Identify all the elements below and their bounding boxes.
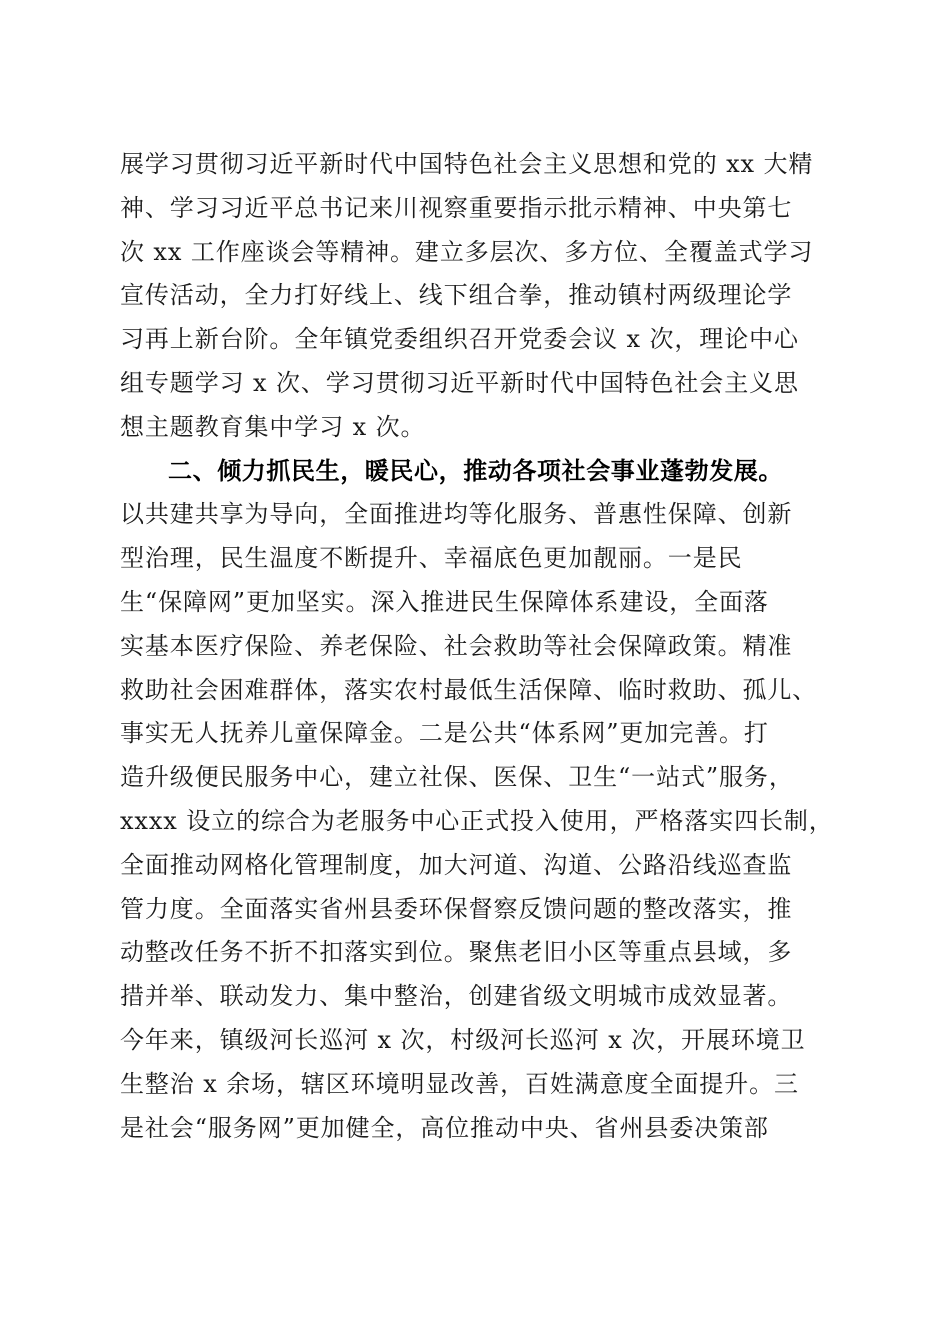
paragraph-line: 救助社会困难群体，落实农村最低生活保障、临时救助、孤儿、 bbox=[120, 675, 818, 704]
paragraph-line: 习再上新台阶。全年镇党委组织召开党委会议 x 次，理论中心 bbox=[120, 325, 799, 354]
paragraph-line: 是社会“服务网”更加健全，高位推动中央、省州县委决策部 bbox=[120, 1113, 769, 1142]
paragraph-line: 生整治 x 余场，辖区环境明显改善，百姓满意度全面提升。三 bbox=[120, 1069, 799, 1098]
paragraph-line: 次 xx 工作座谈会等精神。建立多层次、多方位、全覆盖式学习 bbox=[120, 237, 814, 266]
paragraph-line: 宣传活动，全力打好线上、线下组合拳，推动镇村两级理论学 bbox=[120, 281, 793, 310]
paragraph-line: 神、学习习近平总书记来川视察重要指示批示精神、中央第七 bbox=[120, 193, 793, 222]
paragraph-line: xxxx 设立的综合为老服务中心正式投入使用，严格落实四长制， bbox=[120, 806, 834, 835]
paragraph-line: 措并举、联动发力、集中整治，创建省级文明城市成效显著。 bbox=[120, 982, 793, 1011]
paragraph-line: 事实无人抚养儿童保障金。二是公共“体系网”更加完善。打 bbox=[120, 719, 769, 748]
paragraph-line: 以共建共享为导向，全面推进均等化服务、普惠性保障、创新 bbox=[120, 500, 793, 529]
paragraph-line: 生“保障网”更加坚实。深入推进民生保障体系建设，全面落 bbox=[120, 587, 769, 616]
section-heading: 二、倾力抓民生，暖民心，推动各项社会事业蓬勃发展。 bbox=[168, 456, 783, 485]
paragraph-line: 展学习贯彻习近平新时代中国特色社会主义思想和党的 xx 大精 bbox=[120, 150, 814, 178]
body-text bbox=[120, 143, 840, 1150]
paragraph-line: 造升级便民服务中心，建立社保、医保、卫生“一站式”服务， bbox=[120, 763, 794, 792]
paragraph-line: 组专题学习 x 次、学习贯彻习近平新时代中国特色社会主义思 bbox=[120, 368, 799, 397]
paragraph-line: 动整改任务不折不扣落实到位。聚焦老旧小区等重点县域，多 bbox=[120, 938, 793, 967]
paragraph-line: 管力度。全面落实省州县委环保督察反馈问题的整改落实，推 bbox=[120, 894, 793, 923]
paragraph-line: 想主题教育集中学习 x 次。 bbox=[120, 412, 426, 441]
paragraph-line: 全面推动网格化管理制度，加大河道、沟道、公路沿线巡查监 bbox=[120, 850, 793, 879]
paragraph-line: 今年来，镇级河长巡河 x 次，村级河长巡河 x 次，开展环境卫 bbox=[120, 1025, 806, 1054]
paragraph-line: 实基本医疗保险、养老保险、社会救助等社会保障政策。精准 bbox=[120, 631, 793, 660]
paragraph-line: 型治理，民生温度不断提升、幸福底色更加靓丽。一是民 bbox=[120, 544, 743, 573]
